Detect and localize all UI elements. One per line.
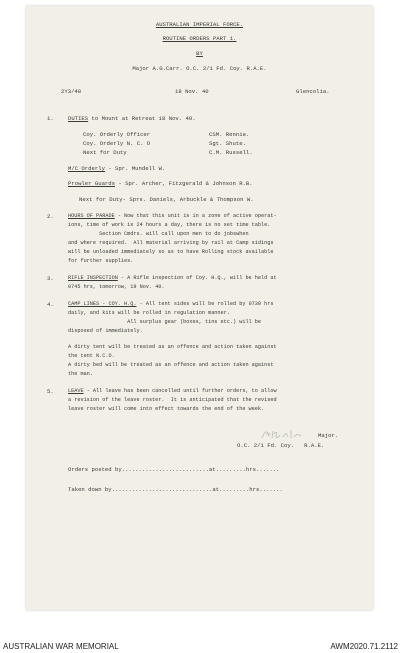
item-2-line: and where required. All material arriving by rail at Camp sidings: [68, 240, 274, 246]
next-for-duty-line: Next for Duty- Sprs. Daniels, Arbuckle & Thompson W.: [79, 196, 254, 203]
officer-line: Major A.G.Carr. O.C. 2/1 Fd. Coy. R.A.E.: [132, 65, 267, 72]
archive-footer: [0, 640, 401, 653]
item-4-line: the man.: [68, 371, 93, 377]
document-title: ROUTINE ORDERS PART 1.: [162, 35, 237, 42]
item-5-line: LEAVE - All leave has been cancelled until further orders, to allow: [68, 388, 277, 394]
item-4-number: 4.: [47, 301, 54, 308]
duty-name: Sgt. Shute.: [209, 140, 246, 147]
unit-heading: AUSTRALIAN IMPERIAL FORCE.: [155, 21, 244, 28]
item-5-line: leave roster will come into effect towards the end of the week.: [68, 406, 265, 412]
duty-role: Next for Duty: [83, 149, 127, 156]
item-2-heading: HOURS OF PARADE: [68, 213, 115, 219]
item-3-heading: RIFLE INSPECTION: [68, 275, 118, 281]
orders-posted-line: Orders posted by..........................at.........hrs.......: [68, 466, 280, 473]
item-4-line: the tent N.C.O.: [68, 353, 115, 359]
item-4-line: daily, and kits will be rolled in regulation manner.: [68, 310, 230, 316]
archive-name: AUSTRALIAN WAR MEMORIAL: [3, 642, 119, 651]
item-4-line: A dirty bed will be treated as an offence and action taken against: [68, 362, 274, 368]
item-5-heading: LEAVE: [68, 388, 84, 394]
signature-title: O.C. 2/1 Fd. Coy. R.A.E.: [237, 442, 325, 449]
item-2-line: ions, time of work is 24 hours a day, there is no set time table.: [68, 222, 271, 228]
item-4-line: All surplus gear (boxes, tins etc.) will be: [68, 319, 262, 325]
duty-name: C.M. Russell.: [209, 149, 253, 156]
duty-name: CSM. Rennie.: [209, 131, 250, 138]
item-2-number: 2.: [47, 213, 54, 220]
by-label: BY: [196, 50, 203, 57]
item-1-number: 1.: [47, 115, 54, 122]
item-3-line: RIFLE INSPECTION - A Rifle inspection of Coy. H.Q., will be held at: [68, 275, 277, 281]
item-5-number: 5.: [47, 388, 54, 395]
prowler-guards-line: Prowler Guards - Spr. Archer, Fitzgerald & Johnson R.B.: [68, 180, 253, 187]
signature-rank: Major.: [318, 432, 339, 439]
item-1-line: DUTIES to Mount at Retreat 18 Nov. 40.: [68, 115, 196, 122]
order-place: Glencolia.: [296, 88, 330, 95]
item-2-line: will be unloaded immediately so as to have Rolling stock available: [68, 249, 274, 255]
item-4-line: A dirty tent will be treated as an offence and action taken against: [68, 344, 277, 350]
item-3-line: 0745 hrs, tomorrow, 19 Nov. 40.: [68, 284, 165, 290]
duty-role: Coy. Orderly N. C. O: [83, 140, 151, 147]
mc-orderly-line: M/C Orderly - Spr. Mundell W.: [68, 165, 166, 172]
duty-role: Coy. Orderly Officer: [83, 131, 151, 138]
item-4-line: CAMP LINES - COY. H.Q. - All tent sides will be rolled by 0730 hrs: [68, 301, 274, 307]
item-4-heading: CAMP LINES - COY. H.Q.: [68, 301, 137, 307]
item-3-number: 3.: [47, 275, 54, 282]
reference-number: 2Y3/40: [61, 88, 82, 95]
item-2-line: HOURS OF PARADE - Now that this unit is in a zone of active operat-: [68, 213, 277, 219]
taken-down-line: Taken down by..............................at.........hrs.......: [68, 486, 283, 493]
document-page: [26, 6, 373, 610]
item-2-line: for further supplies.: [68, 258, 134, 264]
item-5-line: a revision of the leave roster. It is anticipated that the revised: [68, 397, 277, 403]
item-4-line: disposed of immediately.: [68, 328, 143, 334]
order-date: 18 Nov. 40: [175, 88, 209, 95]
item-1-heading: DUTIES: [68, 115, 89, 122]
item-2-line: Section Cmdrs. will call upon men to do jobswhen: [68, 231, 249, 237]
handwritten-signature: [261, 428, 305, 440]
archive-reference: AWM2020.71.2112: [330, 642, 398, 651]
